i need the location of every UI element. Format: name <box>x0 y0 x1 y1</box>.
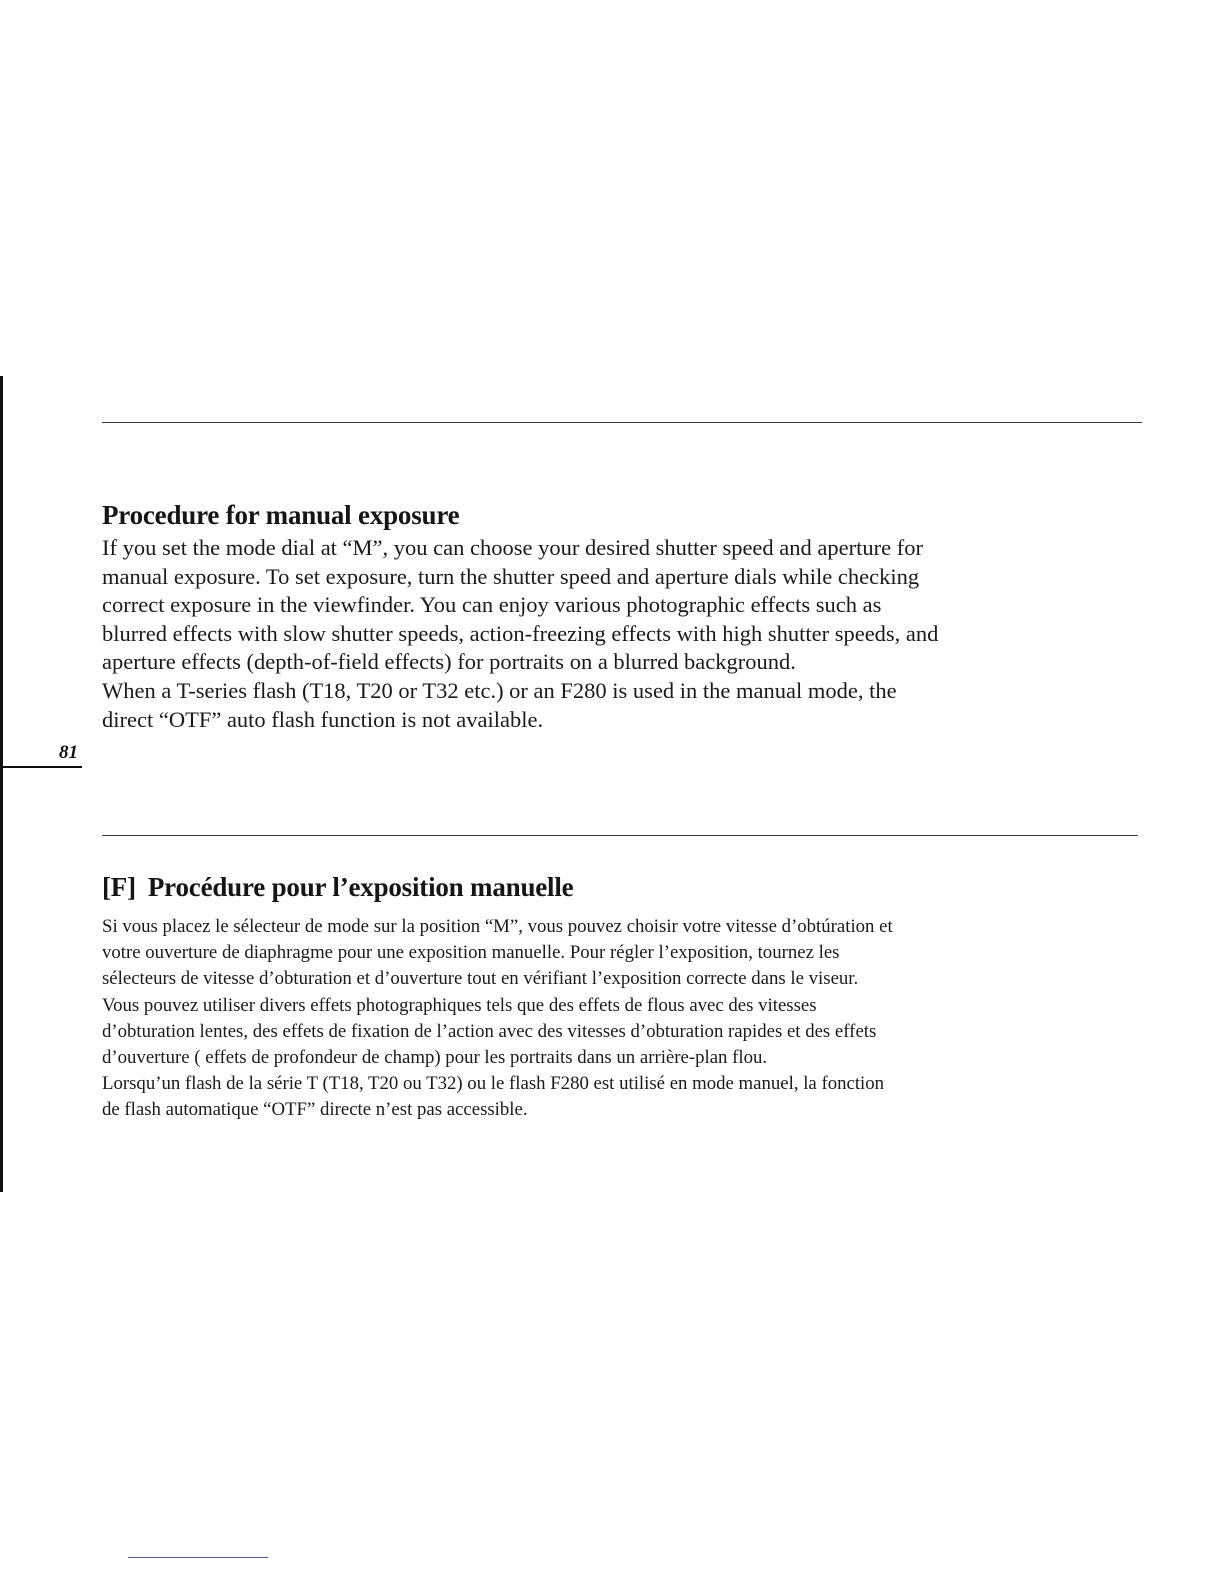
french-paragraph-1 <box>102 914 1132 1071</box>
french-p1-line: Vous pouvez utiliser divers effets photographiques tels que des effets de flous avec des vitesses <box>102 994 817 1016</box>
bottom-divider <box>128 1557 268 1558</box>
french-section <box>102 870 1132 1124</box>
english-p1-line: blurred effects with slow shutter speeds, action-freezing effects with high shutter speeds, and <box>102 620 939 646</box>
french-p1-line: Si vous placez le sélecteur de mode sur la position “M”, vous pouvez choisir votre vitesse d’obtúration et <box>102 916 893 937</box>
french-language-tag: [F] <box>102 872 136 902</box>
french-p1-line: d’obturation lentes, des effets de fixation de l’action avec des vitesses d’obturation rapides et des effets <box>102 1020 877 1042</box>
english-heading: Procedure for manual exposure <box>102 500 460 530</box>
english-paragraph-2 <box>102 677 1132 734</box>
english-paragraph-1 <box>102 534 1132 677</box>
english-p2-line: direct “OTF” auto flash function is not available. <box>102 706 544 732</box>
english-section <box>102 498 1132 734</box>
middle-divider <box>102 835 1138 836</box>
page-binding-edge <box>0 376 3 1192</box>
english-p1-line: If you set the mode dial at “M”, you can choose your desired shutter speed and aperture for <box>102 535 923 560</box>
french-p2-line: Lorsqu’un flash de la série T (T18, T20 ou T32) ou le flash F280 est utilisé en mode manuel, la fonction <box>102 1073 885 1095</box>
page-number-marker <box>0 738 82 768</box>
english-p1-line: correct exposure in the viewfinder. You can enjoy various photographic effects such as <box>102 592 882 618</box>
french-heading <box>102 870 1132 904</box>
english-p2-line: When a T-series flash (T18, T20 or T32 etc.) or an F280 is used in the manual mode, the <box>102 677 897 703</box>
french-p1-line: sélecteurs de vitesse d’obturation et d’ouverture tout en vérifiant l’exposition correcte dans le viseur. <box>102 968 859 990</box>
french-p1-line: votre ouverture de diaphragme pour une exposition manuelle. Pour régler l’exposition, tournez les <box>102 942 840 964</box>
french-p2-line: de flash automatique “OTF” directe n’est pas accessible. <box>102 1099 528 1121</box>
english-p1-line: manual exposure. To set exposure, turn the shutter speed and aperture dials while checking <box>102 563 920 589</box>
english-p1-line: aperture effects (depth-of-field effects) for portraits on a blurred background. <box>102 649 796 675</box>
top-divider <box>102 422 1142 423</box>
french-heading-text: Procédure pour l’exposition manuelle <box>147 872 574 902</box>
french-paragraph-2 <box>102 1071 1132 1123</box>
french-p1-line: d’ouverture ( effets de profondeur de champ) pour les portraits dans un arrière-plan flou. <box>102 1047 768 1069</box>
page-number: 81 <box>59 742 78 763</box>
